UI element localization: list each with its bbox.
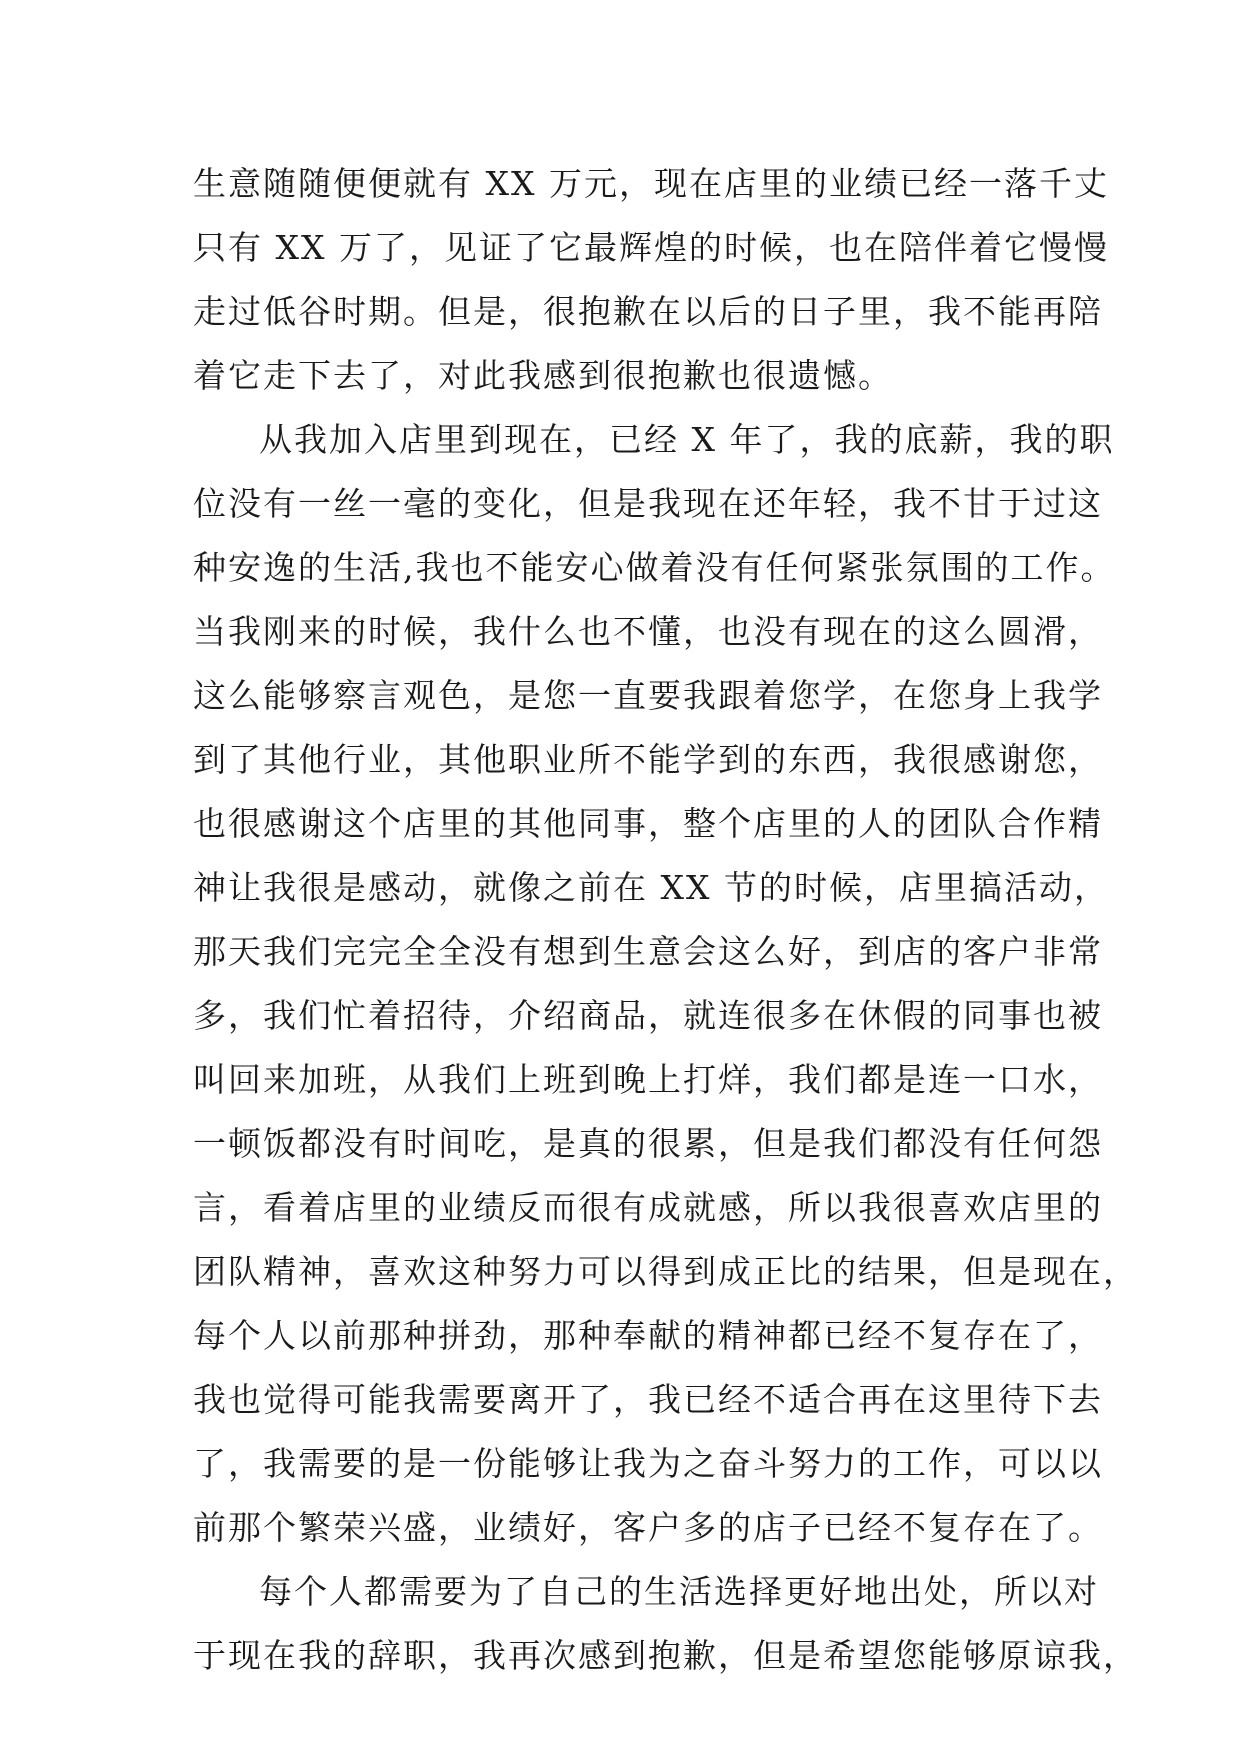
text-line: 着它走下去了，对此我感到很抱歉也很遗憾。 bbox=[193, 356, 893, 395]
text-line: 这么能够察言观色，是您一直要我跟着您学，在您身上我学 bbox=[193, 676, 1103, 715]
text-line: 多，我们忙着招待，介绍商品，就连很多在休假的同事也被 bbox=[193, 996, 1103, 1035]
text-line: 只有 XX 万了，见证了它最辉煌的时候，也在陪伴着它慢慢 bbox=[193, 228, 1109, 267]
text-line: 神让我很是感动，就像之前在 XX 节的时候，店里搞活动， bbox=[193, 868, 1109, 907]
text-line: 一顿饭都没有时间吃，是真的很累，但是我们都没有任何怨 bbox=[193, 1124, 1103, 1163]
text-line: 于现在我的辞职，我再次感到抱歉，但是希望您能够原谅我， bbox=[193, 1636, 1138, 1675]
text-line: 那天我们完完全全没有想到生意会这么好，到店的客户非常 bbox=[193, 932, 1103, 971]
text-line: 当我刚来的时候，我什么也不懂，也没有现在的这么圆滑， bbox=[193, 612, 1103, 651]
text-line: 种安逸的生活,我也不能安心做着没有任何紧张氛围的工作。 bbox=[193, 548, 1116, 587]
text-line: 生意随随便便就有 XX 万元，现在店里的业绩已经一落千丈 bbox=[193, 164, 1109, 203]
text-line: 位没有一丝一毫的变化，但是我现在还年轻，我不甘于过这 bbox=[193, 484, 1103, 523]
paragraph-start-line: 每个人都需要为了自己的生活选择更好地出处，所以对 bbox=[259, 1572, 1099, 1611]
text-line: 团队精神，喜欢这种努力可以得到成正比的结果，但是现在， bbox=[193, 1252, 1138, 1291]
text-line: 叫回来加班，从我们上班到晚上打烊，我们都是连一口水， bbox=[193, 1060, 1103, 1099]
text-line: 前那个繁荣兴盛，业绩好，客户多的店子已经不复存在了。 bbox=[193, 1508, 1103, 1547]
body-text bbox=[193, 152, 1138, 1688]
text-line: 也很感谢这个店里的其他同事，整个店里的人的团队合作精 bbox=[193, 804, 1103, 843]
text-line: 言，看着店里的业绩反而很有成就感，所以我很喜欢店里的 bbox=[193, 1188, 1103, 1227]
text-line: 到了其他行业，其他职业所不能学到的东西，我很感谢您， bbox=[193, 740, 1103, 779]
text-line: 每个人以前那种拼劲，那种奉献的精神都已经不复存在了， bbox=[193, 1316, 1103, 1355]
paragraph-start-line: 从我加入店里到现在，已经 X 年了，我的底薪，我的职 bbox=[259, 420, 1115, 459]
text-line: 了，我需要的是一份能够让我为之奋斗努力的工作，可以以 bbox=[193, 1444, 1103, 1483]
text-line: 我也觉得可能我需要离开了，我已经不适合再在这里待下去 bbox=[193, 1380, 1103, 1419]
text-line: 走过低谷时期。但是，很抱歉在以后的日子里，我不能再陪 bbox=[193, 292, 1103, 331]
